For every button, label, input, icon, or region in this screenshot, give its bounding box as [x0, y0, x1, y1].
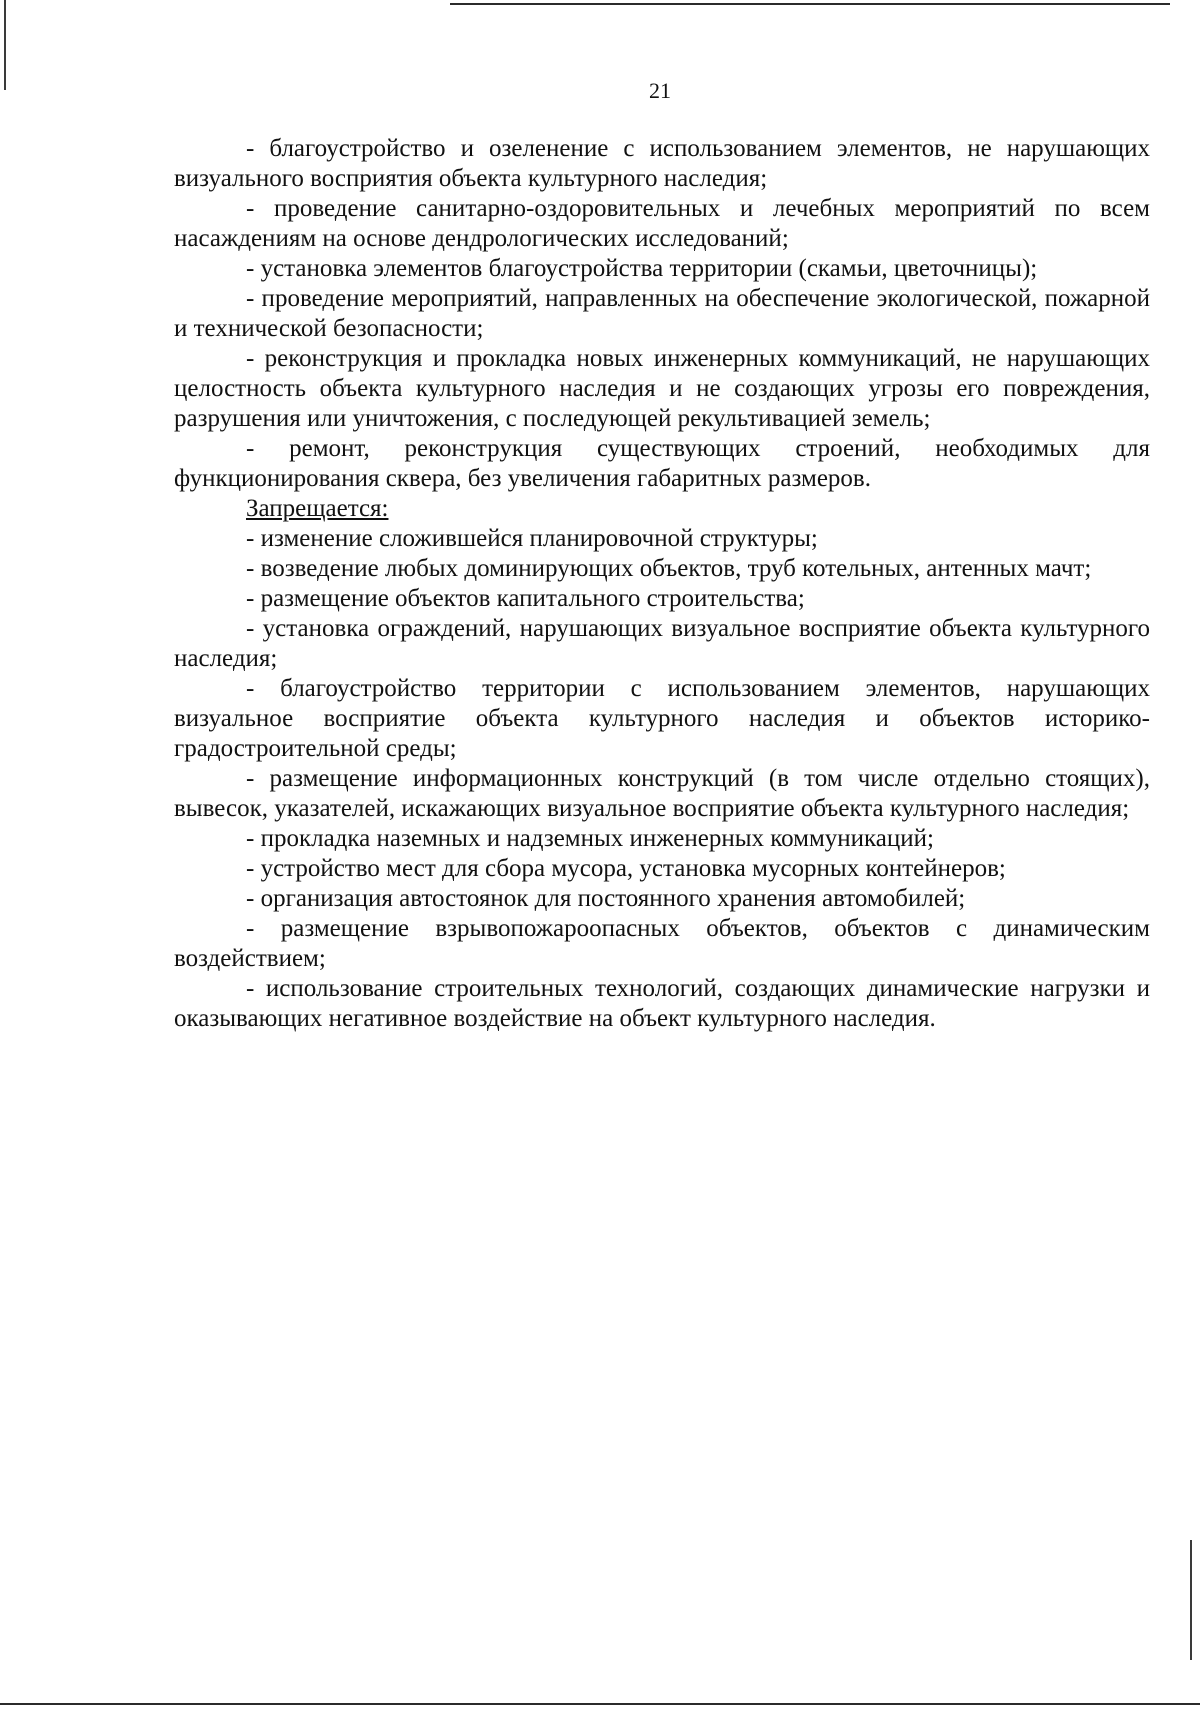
prohibited-heading-text: Запрещается:: [246, 495, 389, 522]
prohibited-item: - прокладка наземных и надземных инженерных коммуникаций;: [246, 825, 934, 852]
prohibited-item: - размещение объектов капитального строительства;: [246, 585, 805, 612]
allowed-item: - ремонт, реконструкция существующих строений, необходимых для функционирования сквера, без увеличения габаритных размеров.: [174, 435, 1150, 492]
page-number: 21: [649, 78, 671, 103]
prohibited-item: - установка ограждений, нарушающих визуальное восприятие объекта культурного наследия;: [174, 615, 1150, 672]
prohibited-item: - благоустройство территории с использованием элементов, нарушающих визуальное восприятие объекта культурного наследия и объектов историко-градостроительной среды;: [174, 675, 1150, 762]
prohibited-heading: [174, 494, 1150, 524]
prohibited-item: - использование строительных технологий, создающих динамические нагрузки и оказывающих негативное воздействие на объект культурного наследия.: [174, 975, 1150, 1032]
allowed-item: - благоустройство и озеленение с использованием элементов, не нарушающих визуального восприятия объекта культурного наследия;: [174, 135, 1150, 192]
scan-edge-right: [1190, 1540, 1192, 1660]
prohibited-item: - размещение взрывопожароопасных объектов, объектов с динамическим воздействием;: [174, 915, 1150, 972]
scan-edge-bottom: [0, 1703, 1200, 1705]
scan-edge-left: [4, 0, 6, 90]
document-body: [174, 134, 1150, 1034]
prohibited-item: - устройство мест для сбора мусора, установка мусорных контейнеров;: [246, 855, 1006, 882]
allowed-item: - проведение санитарно-оздоровительных и лечебных мероприятий по всем насаждениям на основе дендрологических исследований;: [174, 195, 1150, 252]
prohibited-item: - организация автостоянок для постоянного хранения автомобилей;: [246, 885, 966, 912]
allowed-item: - реконструкция и прокладка новых инженерных коммуникаций, не нарушающих целостность объекта культурного наследия и не создающих угрозы его повреждения, разрушения или уничтожения, с последующей рекультивацией земель;: [174, 345, 1150, 432]
prohibited-item: - размещение информационных конструкций (в том числе отдельно стоящих), вывесок, указателей, искажающих визуальное восприятие объекта культурного наследия;: [174, 765, 1150, 822]
scan-edge-top: [450, 3, 1170, 5]
prohibited-item: - изменение сложившейся планировочной структуры;: [246, 525, 818, 552]
allowed-item: - проведение мероприятий, направленных на обеспечение экологической, пожарной и технической безопасности;: [174, 285, 1150, 342]
allowed-item: - установка элементов благоустройства территории (скамьи, цветочницы);: [246, 255, 1038, 282]
prohibited-item: - возведение любых доминирующих объектов, труб котельных, антенных мачт;: [246, 555, 1092, 582]
